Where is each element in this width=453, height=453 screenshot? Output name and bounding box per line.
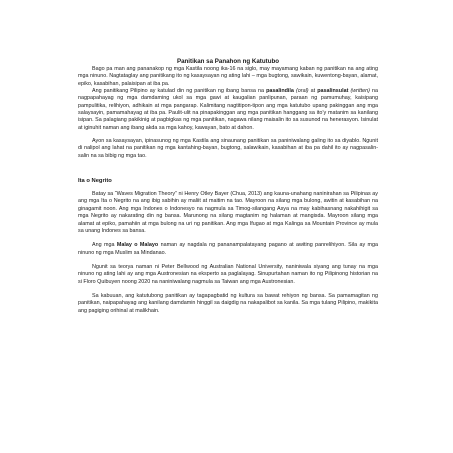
term-malay: Malay o Malayo [116,242,159,249]
section-paragraph-3: Ngunit sa teorya naman ni Peter Bellwood ng Australian National University, naniniwala siyang ang tunay na mga ninuno ng ating lahi ay ang mga Austronesian na eksperto sa paglalayag. Sinupurtahan naman ito ng Pilipinong historian na si Floro Quibuyen noong 2020 na naniniwalang nagmula sa Taiwan ang mga Austronesian. [78,263,378,285]
intro-p2-text-d: at [308,88,318,95]
intro-paragraph-1: Bago pa man ang pananakop ng mga Kastila noong ika-16 na siglo, may mayamang kaban ng panitikan na ang ating mga ninuno. Nagtataglay ang panitikang ito ng kasaysayan ng ating lahi – mga bugtong, sawikain, kuwentong-bayan, alamat, epiko, kasabihan, palaisipan at iba pa. [78,66,378,87]
document-title: Panitikan sa Panahon ng Katutubo [176,58,280,65]
intro-p2-text-e: na nagpapahayag ng mga damdaming ukol sa mga gawi at kaugalian panlipunan, paraan ng pamumuhay, kaisipang pampulitika, relihiyon, adhikain at mga pangarap. Kalimitang nagtitipon-tipon ang mga katutubo upang pakinggan ang mga salaysayin, pamamahayag at iba pa. Paulit-ulit na pinapakinggan ang mga panitikan hanggang sa ito’y matanim sa kanilang isipan. Sa palagiang pakikinig at pagbigkas ng mga panitikan, nagawa nilang maisalin ito sa susunod na henerasyon. Isinulat at iginuhit naman ang ibang akda sa mga kahoy, kawayan, bato at dahon. [78,88,379,131]
section-p2-text-a: Ang mga [92,242,117,249]
term-oral: (oral) [293,88,309,95]
section-paragraph-4: Sa kabuuan, ang katutubong panitikan ay tagapagbatid ng kultura sa bawat rehiyon ng bansa. Sa pamamagitan ng panitikan, naipapahayag ang kanilang damdamin hinggil sa daigdig na nakapalibot sa kanila. Sa mga tulang Pilipino, makikita ang pagiging orihinal at malikhain. [78,292,378,314]
intro-paragraph-3: Ayon sa kasaysayan, ipinasunog ng mga Kastila ang sinaunang panitikan sa paniniwalang galing ito sa diyablo. Ngunit di nalipol ang lahat na panitikan ng mga kantahing-bayan, bugtong, salawikain, kasabihan at iba pa dahil ito ay nagpasalin-salin na sa bibig ng mga tao. [78,138,378,159]
intro-paragraph-2 [78,88,378,132]
section-p2-text-c: naman ay nagdala ng pananampalatayang pagano at awiting panrelihiyon. Sila ay mga ninuno ng mga Muslim sa Mindanao. [78,242,379,256]
section-paragraph-2 [78,242,378,257]
intro-p2-text-a: Ang panitikang Pilipino ay katulad din ng panitikan ng ibang bansa na [92,88,267,95]
section-paragraph-1: Batay sa “Waves Migration Theory” ni Henry Otley Bayer (Chua, 2013) ang kauna-unahang naninirahan sa Pilipinas ay ang mga Ita o Negrito na ang ibig sabihin ay maliit at maitim na tao. Mayroon na silang mga bulong, awitin at kasabihan na ginagamit noon. Ang mga Indones o Indonesyo na nagmula sa Timog-silangang Asya na may kabihasnang nakahihigit sa mga Negrito ay nakarating din ng bansa. Marunong na silang magtanim ng halaman at mangisda. Mayroon silang mga alamat at epiko, pamahiin at mga bulong na uri ng panitikan. Ang mga Ifugao at mga Kalinga sa Mountain Province ay mula sa unang Indones sa bansa. [78,191,378,234]
term-pasalinsulat: pasalinsulat [317,88,349,95]
section-title-ita-negrito: Ita o Negrito [78,178,112,185]
document-page [78,58,378,315]
term-pasalindila: pasalindila [266,88,294,95]
term-written: (written) [348,88,370,95]
